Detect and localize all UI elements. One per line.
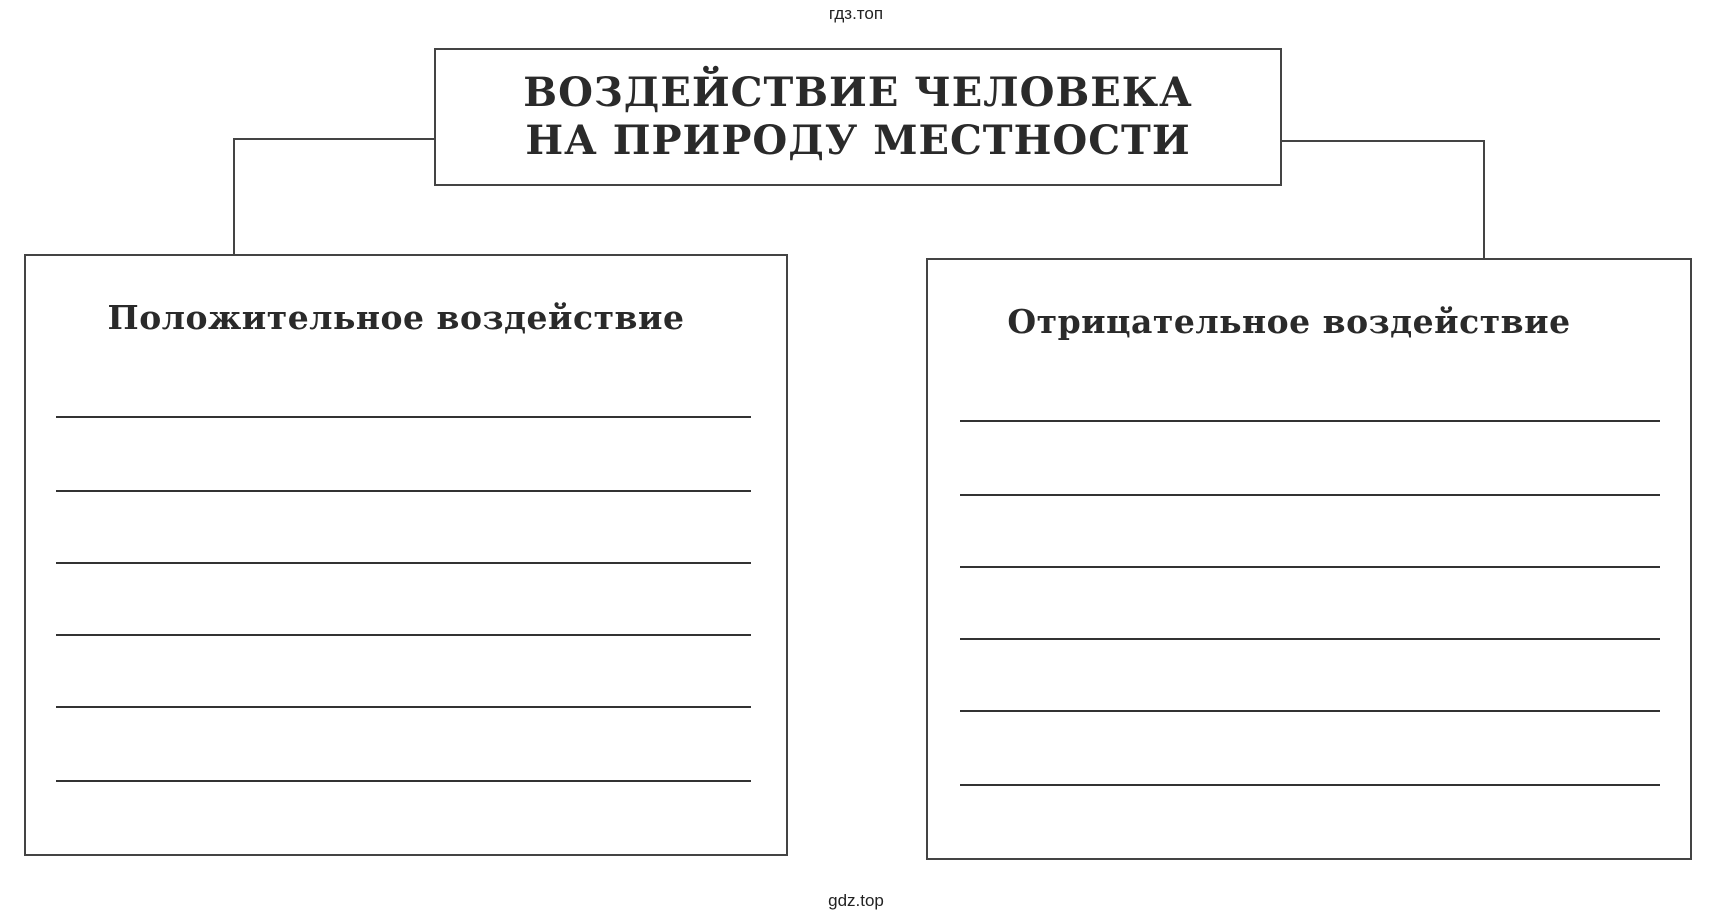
answer-line[interactable] [960, 494, 1660, 496]
connector-left [233, 138, 434, 254]
answer-line[interactable] [56, 562, 751, 564]
answer-line[interactable] [960, 784, 1660, 786]
answer-line[interactable] [56, 780, 751, 782]
title-line-1: ВОЗДЕЙСТВИЕ ЧЕЛОВЕКА [523, 69, 1193, 116]
answer-line[interactable] [960, 566, 1660, 568]
positive-impact-heading: Положительное воздействие [107, 298, 685, 337]
answer-line[interactable] [56, 634, 751, 636]
answer-line[interactable] [960, 710, 1660, 712]
answer-line[interactable] [960, 638, 1660, 640]
negative-impact-heading: Отрицательное воздействие [1007, 302, 1571, 341]
answer-line[interactable] [56, 490, 751, 492]
watermark-top: гдз.топ [828, 4, 884, 23]
negative-impact-panel [926, 258, 1692, 860]
title-line-2: НА ПРИРОДУ МЕСТНОСТИ [525, 117, 1191, 164]
title-box [434, 48, 1282, 186]
answer-line[interactable] [960, 420, 1660, 422]
answer-line[interactable] [56, 706, 751, 708]
connector-right [1282, 140, 1485, 258]
answer-line[interactable] [56, 416, 751, 418]
positive-impact-panel [24, 254, 788, 856]
watermark-bottom: gdz.top [828, 891, 884, 910]
